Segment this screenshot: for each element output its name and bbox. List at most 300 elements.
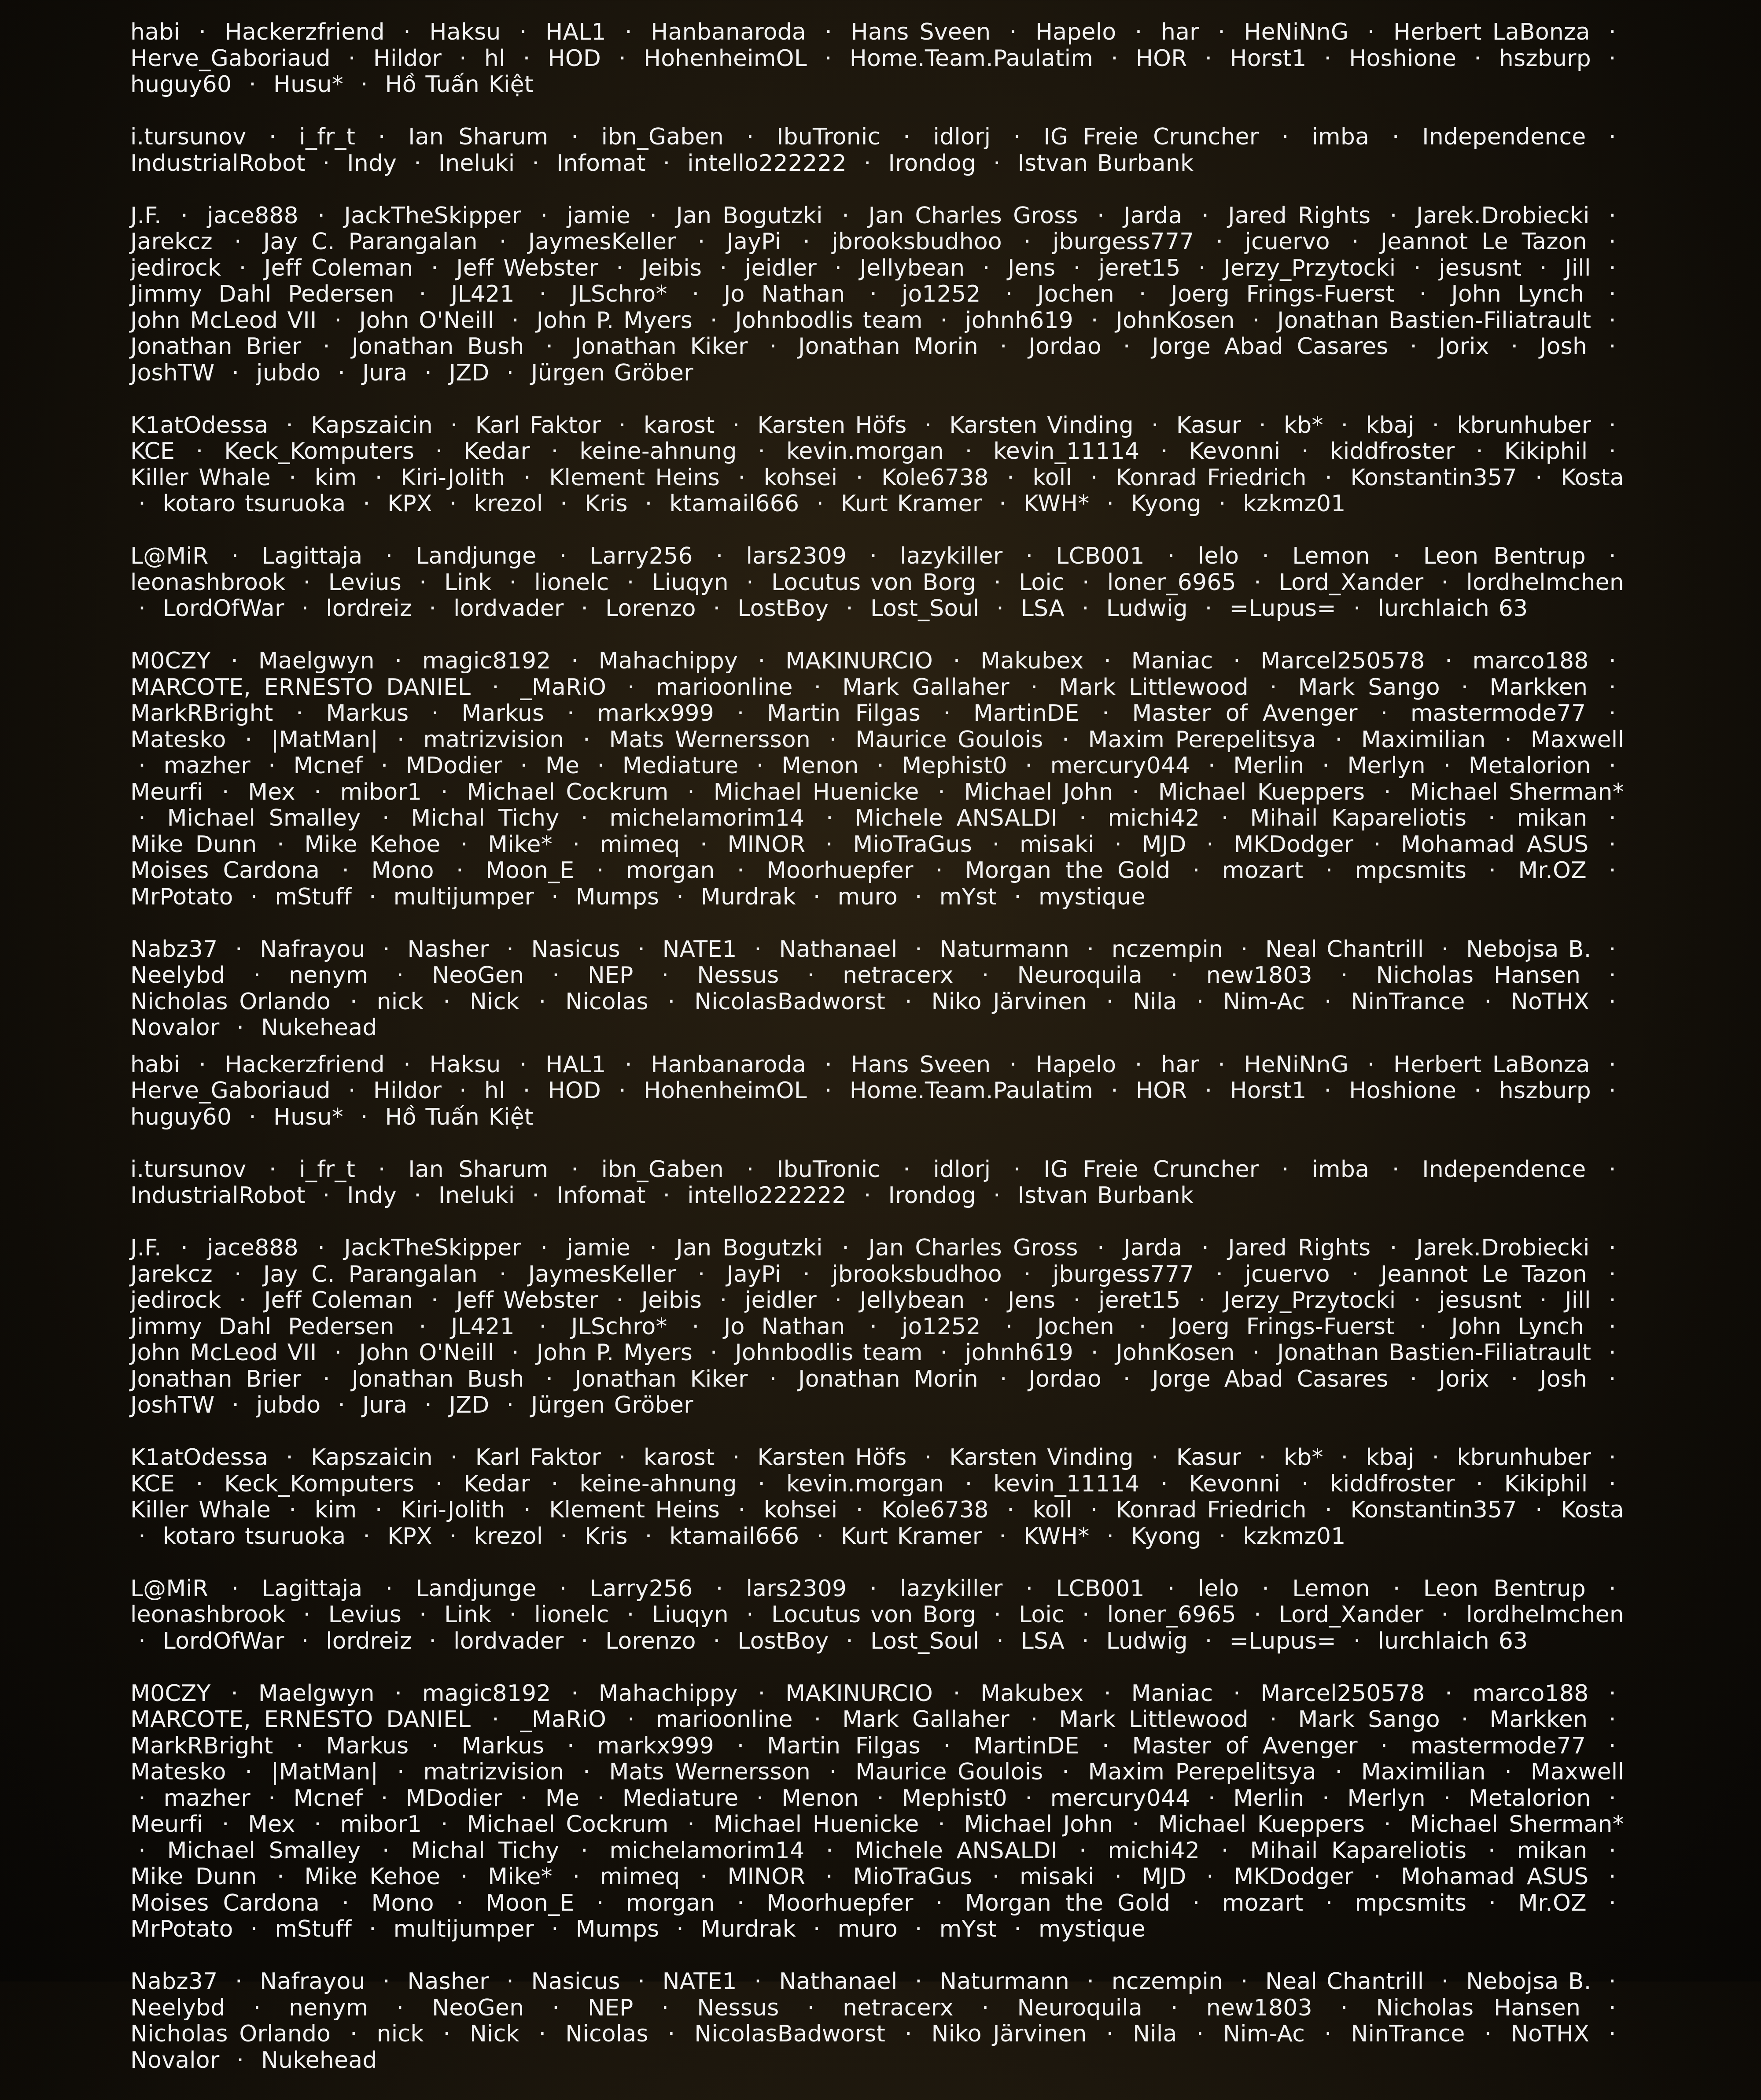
name-separator: ·	[1198, 1287, 1206, 1314]
name-separator: ·	[1201, 1235, 1209, 1261]
credit-name: Mono	[371, 857, 434, 884]
credit-name: Michael Kueppers	[1158, 779, 1365, 805]
name-separator: ·	[1160, 1470, 1168, 1497]
name-separator: ·	[863, 1182, 871, 1209]
name-separator: ·	[460, 1864, 468, 1890]
name-separator: ·	[1097, 202, 1105, 229]
credit-name: MINOR	[727, 1864, 806, 1890]
credit-name: KPX	[387, 491, 432, 517]
credit-name: lurchlaich 63	[1378, 1628, 1528, 1654]
credit-name: ktamail666	[669, 1523, 799, 1550]
credit-name: Keck_Komputers	[224, 438, 415, 465]
credit-name: Nick	[469, 2021, 519, 2047]
name-separator: ·	[1114, 831, 1122, 858]
name-separator: ·	[301, 595, 309, 622]
name-separator: ·	[940, 307, 948, 334]
name-separator: ·	[1441, 1968, 1449, 1995]
name-separator: ·	[1111, 1078, 1118, 1104]
name-separator: ·	[1090, 1340, 1098, 1366]
name-separator: ·	[697, 229, 705, 255]
name-separator: ·	[236, 1015, 244, 1041]
credit-name: Konrad Friedrich	[1116, 1497, 1307, 1523]
name-separator: ·	[583, 726, 590, 753]
credit-name: matrizvision	[423, 726, 564, 753]
credit-name: Jarek.Drobiecki	[1416, 202, 1590, 229]
credit-name: Martin Filgas	[767, 1732, 921, 1759]
name-separator: ·	[383, 1968, 390, 1995]
credit-name: Mark Gallaher	[842, 1706, 1009, 1733]
name-separator: ·	[676, 1916, 684, 1942]
name-separator: ·	[523, 45, 531, 72]
name-separator: ·	[758, 1680, 766, 1707]
credit-name: Jorix	[1438, 1366, 1489, 1392]
name-separator: ·	[904, 2021, 912, 2047]
credit-name: lionelc	[534, 1602, 609, 1628]
name-separator: ·	[993, 150, 1001, 177]
name-separator: ·	[1324, 2021, 1332, 2047]
name-separator: ·	[552, 1994, 560, 2021]
credit-name: Killer Whale	[130, 464, 271, 491]
name-separator: ·	[903, 1156, 910, 1183]
name-separator: ·	[334, 1340, 342, 1366]
credit-name: jamie	[567, 1235, 630, 1261]
name-separator: ·	[1504, 1759, 1512, 1785]
credit-name: MarkRBright	[130, 1732, 273, 1759]
name-separator: ·	[1353, 595, 1361, 622]
credit-name: Nila	[1133, 988, 1177, 1015]
credit-name: Jonathan Bush	[351, 1366, 524, 1392]
credit-name: Naturmann	[939, 936, 1070, 963]
name-separator: ·	[1221, 805, 1229, 831]
credit-name: Jonathan Morin	[798, 1366, 979, 1392]
name-separator: ·	[456, 857, 464, 884]
credit-name: JohnKosen	[1116, 1340, 1235, 1366]
credit-name: Jordao	[1028, 333, 1102, 360]
credit-name: MJD	[1142, 831, 1186, 858]
name-separator: ·	[915, 1968, 922, 1995]
name-separator: ·	[626, 569, 634, 596]
name-separator: ·	[1013, 124, 1021, 150]
name-separator: ·	[221, 779, 229, 805]
credit-name: Jimmy Dahl Pedersen	[130, 281, 394, 307]
name-separator: ·	[397, 1759, 405, 1785]
name-separator: ·	[1254, 1602, 1261, 1628]
name-separator: ·	[1410, 333, 1418, 360]
name-separator: ·	[424, 359, 432, 386]
name-separator: ·	[231, 543, 239, 569]
credit-name: Jan Bogutzki	[676, 1235, 823, 1261]
credit-name: John Lynch	[1451, 1313, 1584, 1340]
name-separator: ·	[1196, 988, 1204, 1015]
name-separator: ·	[965, 438, 973, 465]
name-separator: ·	[738, 1497, 746, 1523]
credit-name: Jarekcz	[130, 1261, 213, 1288]
name-separator: ·	[552, 962, 560, 989]
credit-name: mazher	[163, 753, 251, 779]
name-separator: ·	[539, 1313, 547, 1340]
credit-name: Lost_Soul	[870, 1628, 980, 1654]
name-separator: ·	[348, 1078, 356, 1104]
credit-name: Nasher	[407, 1968, 489, 1995]
credit-name: Jellybean	[859, 1287, 965, 1314]
name-separator: ·	[738, 464, 746, 491]
name-separator: ·	[1504, 726, 1512, 753]
credit-name: intello222222	[687, 1182, 847, 1209]
name-separator: ·	[667, 988, 675, 1015]
name-separator: ·	[385, 543, 393, 569]
credit-name: Kris	[584, 491, 628, 517]
credit-name: huguy60	[130, 1104, 232, 1130]
credits-section-i	[130, 1157, 1624, 1209]
name-separator: ·	[981, 1994, 989, 2021]
name-separator: ·	[559, 543, 567, 569]
credit-name: _MaRiO	[520, 1706, 607, 1733]
name-separator: ·	[1192, 857, 1200, 884]
name-separator: ·	[999, 491, 1006, 517]
credit-name: JZD	[449, 359, 490, 386]
credit-name: Horst1	[1230, 1078, 1307, 1104]
credit-name: Istvan Burbank	[1017, 1182, 1194, 1209]
name-separator: ·	[520, 1785, 528, 1812]
credit-name: John P. Myers	[536, 307, 693, 334]
credit-name: Jorge Abad Casares	[1152, 333, 1389, 360]
credit-name: KWH*	[1023, 491, 1090, 517]
credit-name: marioonline	[656, 1706, 793, 1733]
credit-name: mikan	[1517, 805, 1588, 831]
credit-name: Nasicus	[531, 1968, 620, 1995]
credit-name: Horst1	[1230, 45, 1307, 72]
name-separator: ·	[645, 1523, 652, 1550]
name-separator: ·	[1233, 1680, 1241, 1707]
credits-copy	[130, 19, 1624, 1041]
credit-name: Herve_Gaboriaud	[130, 1078, 331, 1104]
name-separator: ·	[397, 726, 405, 753]
name-separator: ·	[1324, 1078, 1332, 1104]
name-separator: ·	[715, 543, 723, 569]
name-separator: ·	[580, 1837, 588, 1864]
name-separator: ·	[1102, 700, 1109, 727]
credit-name: Joerg Frings-Fuerst	[1171, 1313, 1395, 1340]
name-separator: ·	[737, 700, 744, 727]
credit-name: NoTHX	[1510, 2021, 1590, 2047]
credit-name: magic8192	[422, 648, 551, 674]
credits-scroll	[130, 19, 1624, 2100]
name-separator: ·	[1322, 753, 1330, 779]
credit-name: Michael Huenicke	[713, 1811, 919, 1838]
credit-name: Mex	[248, 1811, 295, 1838]
credit-name: NEP	[587, 1994, 634, 2021]
credit-name: Hanbanaroda	[651, 19, 806, 45]
credit-name: Michael Sherman*	[1410, 779, 1624, 805]
credit-name: Mcnef	[293, 753, 363, 779]
name-separator: ·	[338, 359, 346, 386]
credit-name: MARCOTE, ERNESTO DANIEL	[130, 1706, 471, 1733]
name-separator: ·	[1609, 1366, 1616, 1392]
credit-name: Nicholas Hansen	[1376, 1994, 1581, 2021]
credit-name: Jo Nathan	[724, 281, 845, 307]
name-separator: ·	[268, 1785, 276, 1812]
credit-name: Merlin	[1233, 1785, 1304, 1812]
credit-name: kim	[314, 1497, 357, 1523]
credit-name: Hans Sveen	[851, 1051, 991, 1078]
name-separator: ·	[512, 307, 519, 334]
credit-name: morgan	[626, 857, 715, 884]
credit-name: John O'Neill	[359, 1340, 494, 1366]
credit-name: MKDodger	[1234, 831, 1354, 858]
name-separator: ·	[234, 1261, 242, 1288]
credit-name: kevin.morgan	[786, 1470, 944, 1497]
credit-name: jcuervo	[1245, 1261, 1330, 1288]
name-separator: ·	[645, 491, 652, 517]
credit-name: new1803	[1206, 962, 1312, 989]
credit-name: NATE1	[662, 1968, 737, 1995]
name-separator: ·	[1301, 1470, 1309, 1497]
name-separator: ·	[253, 962, 261, 989]
credits-section-i	[130, 124, 1624, 177]
name-separator: ·	[1206, 1864, 1214, 1890]
credit-name: Morgan the Gold	[965, 1890, 1171, 1916]
credit-name: johnh619	[965, 307, 1074, 334]
credit-name: Neal Chantrill	[1265, 1968, 1424, 1995]
name-separator: ·	[597, 753, 605, 779]
name-separator: ·	[825, 1837, 833, 1864]
credit-name: Jonathan Kiker	[575, 1366, 748, 1392]
credits-section-h	[130, 1052, 1624, 1131]
name-separator: ·	[435, 438, 443, 465]
credit-name: muro	[837, 1916, 898, 1942]
name-separator: ·	[1353, 1628, 1361, 1654]
name-separator: ·	[953, 648, 961, 674]
name-separator: ·	[825, 805, 833, 831]
name-separator: ·	[571, 648, 578, 674]
name-separator: ·	[323, 1366, 330, 1392]
credit-name: Jimmy Dahl Pedersen	[130, 1313, 394, 1340]
credit-name: Mohamad ASUS	[1401, 831, 1589, 858]
credit-name: NicolasBadworst	[694, 988, 886, 1015]
credit-name: Kole6738	[881, 1497, 989, 1523]
name-separator: ·	[924, 412, 932, 439]
name-separator: ·	[301, 1628, 309, 1654]
credit-name: kevin.morgan	[786, 438, 944, 465]
credit-name: Independence	[1422, 124, 1586, 150]
credit-name: Jürgen Gröber	[531, 1392, 693, 1418]
name-separator: ·	[519, 19, 527, 45]
name-separator: ·	[460, 831, 468, 858]
name-separator: ·	[431, 1732, 439, 1759]
name-separator: ·	[1218, 491, 1226, 517]
credit-name: Maniac	[1131, 648, 1213, 674]
credit-name: jo1252	[901, 281, 981, 307]
credit-name: Johnbodlis team	[735, 1340, 923, 1366]
name-separator: ·	[1488, 1837, 1496, 1864]
credit-name: huguy60	[130, 71, 232, 98]
name-separator: ·	[1025, 1785, 1033, 1812]
name-separator: ·	[756, 1785, 764, 1812]
name-separator: ·	[348, 45, 356, 72]
name-separator: ·	[1609, 255, 1616, 281]
name-separator: ·	[1262, 543, 1270, 569]
credit-name: jubdo	[256, 359, 321, 386]
name-separator: ·	[277, 831, 284, 858]
credit-name: JaymesKeller	[528, 1261, 676, 1288]
name-separator: ·	[245, 1759, 253, 1785]
name-separator: ·	[1609, 674, 1616, 701]
credit-name: Haksu	[429, 19, 501, 45]
credit-name: Michael Sherman*	[1410, 1811, 1624, 1838]
name-separator: ·	[571, 1156, 578, 1183]
name-separator: ·	[1196, 2021, 1204, 2047]
name-separator: ·	[1259, 1444, 1266, 1471]
credit-name: Jill	[1565, 1287, 1591, 1314]
credit-name: Hackerzfriend	[225, 19, 385, 45]
name-separator: ·	[221, 1811, 229, 1838]
name-separator: ·	[1160, 438, 1168, 465]
name-separator: ·	[627, 1706, 635, 1733]
credit-name: kzkmz01	[1243, 491, 1346, 517]
credit-name: Michael Smalley	[167, 805, 361, 831]
name-separator: ·	[1488, 805, 1496, 831]
name-separator: ·	[746, 124, 754, 150]
name-separator: ·	[459, 1078, 467, 1104]
name-separator: ·	[1090, 1497, 1098, 1523]
credit-name: jace888	[207, 202, 298, 229]
name-separator: ·	[450, 1444, 458, 1471]
name-separator: ·	[814, 674, 822, 701]
credit-name: kb*	[1283, 412, 1323, 439]
credit-name: Jeff Coleman	[264, 1287, 413, 1314]
credit-name: Jo Nathan	[724, 1313, 845, 1340]
name-separator: ·	[1322, 1785, 1330, 1812]
credit-name: LordOfWar	[162, 1628, 284, 1654]
credit-name: Maxwell	[1530, 1759, 1625, 1785]
name-separator: ·	[342, 1890, 350, 1916]
name-separator: ·	[1082, 569, 1090, 596]
name-separator: ·	[231, 648, 239, 674]
name-separator: ·	[235, 1968, 243, 1995]
name-separator: ·	[825, 831, 833, 858]
credit-name: jeret15	[1098, 1287, 1181, 1314]
credit-name: Kevonni	[1189, 438, 1281, 465]
credit-name: NinTrance	[1351, 2021, 1465, 2047]
credit-name: Larry256	[589, 1575, 693, 1602]
name-separator: ·	[560, 491, 568, 517]
credit-name: Kikiphil	[1504, 1470, 1588, 1497]
credit-name: Mats Wernersson	[609, 1759, 811, 1785]
name-separator: ·	[1106, 2021, 1114, 2047]
name-separator: ·	[567, 700, 575, 727]
credits-section-l	[130, 543, 1624, 622]
credit-name: Niko Järvinen	[931, 988, 1087, 1015]
name-separator: ·	[940, 1340, 948, 1366]
credit-name: JayPi	[726, 229, 781, 255]
name-separator: ·	[663, 1182, 671, 1209]
name-separator: ·	[754, 936, 762, 963]
credit-name: Liuqyn	[652, 569, 729, 596]
credit-name: leonashbrook	[130, 1602, 286, 1628]
credit-name: Moon_E	[485, 857, 575, 884]
name-separator: ·	[1025, 1575, 1033, 1602]
credit-name: kzkmz01	[1243, 1523, 1346, 1550]
name-separator: ·	[737, 1890, 744, 1916]
credit-name: i_fr_t	[299, 124, 356, 150]
name-separator: ·	[368, 883, 376, 910]
credit-name: Leon Bentrup	[1423, 543, 1586, 569]
credit-name: Maximilian	[1361, 726, 1486, 753]
credits-section-m	[130, 648, 1624, 910]
name-separator: ·	[1609, 1706, 1616, 1733]
name-separator: ·	[1484, 988, 1492, 1015]
credit-name: Jerzy_Przytocki	[1223, 1287, 1396, 1314]
credit-name: Maxim Perepelitsya	[1088, 1759, 1316, 1785]
name-separator: ·	[807, 962, 815, 989]
name-separator: ·	[419, 569, 427, 596]
credit-name: Metalorion	[1468, 753, 1591, 779]
credit-name: Link	[444, 1602, 492, 1628]
name-separator: ·	[1106, 988, 1114, 1015]
name-separator: ·	[138, 1837, 146, 1864]
credit-name: KCE	[130, 438, 175, 465]
credit-name: Master of Avenger	[1132, 700, 1358, 727]
credit-name: Maurice Goulois	[855, 1759, 1043, 1785]
name-separator: ·	[1419, 1313, 1427, 1340]
name-separator: ·	[1281, 124, 1289, 150]
name-separator: ·	[619, 1444, 626, 1471]
name-separator: ·	[581, 595, 589, 622]
credit-name: Mark Gallaher	[842, 674, 1009, 701]
credit-name: lars2309	[746, 543, 847, 569]
name-separator: ·	[758, 648, 766, 674]
credit-name: Lorenzo	[605, 1628, 696, 1654]
credit-name: Moorhuepfer	[766, 857, 914, 884]
name-separator: ·	[443, 988, 451, 1015]
credit-name: HAL1	[545, 1051, 606, 1078]
credit-name: Maelgwyn	[258, 648, 375, 674]
name-separator: ·	[277, 1864, 284, 1890]
name-separator: ·	[732, 412, 740, 439]
name-separator: ·	[382, 805, 390, 831]
name-separator: ·	[697, 1261, 705, 1288]
name-separator: ·	[523, 1078, 531, 1104]
name-separator: ·	[1324, 988, 1332, 1015]
credit-name: Husu*	[273, 1104, 343, 1130]
credit-name: jesusnt	[1439, 1287, 1522, 1314]
name-separator: ·	[378, 1156, 386, 1183]
credit-name: mastermode77	[1410, 700, 1586, 727]
credit-name: jedirock	[130, 1287, 221, 1314]
name-separator: ·	[1138, 1313, 1146, 1340]
name-separator: ·	[138, 1628, 146, 1654]
credit-name: ibn_Gaben	[601, 124, 724, 150]
name-separator: ·	[1392, 1156, 1400, 1183]
name-separator: ·	[181, 1235, 188, 1261]
name-separator: ·	[596, 857, 604, 884]
name-separator: ·	[1383, 1811, 1391, 1838]
name-separator: ·	[532, 1182, 540, 1209]
credit-name: jbrooksbudhoo	[832, 229, 1002, 255]
credit-name: Nessus	[697, 962, 779, 989]
name-separator: ·	[953, 1680, 961, 1707]
credit-name: Karsten Vinding	[949, 1444, 1134, 1471]
credit-name: nick	[376, 2021, 424, 2047]
credit-name: Novalor	[130, 1015, 220, 1041]
credit-name: Jochen	[1037, 1313, 1114, 1340]
name-separator: ·	[619, 412, 626, 439]
credit-name: KCE	[130, 1470, 175, 1497]
credit-name: Novalor	[130, 2047, 220, 2074]
credit-name: John McLeod VII	[130, 307, 317, 334]
name-separator: ·	[580, 805, 588, 831]
credit-name: imba	[1312, 1156, 1370, 1183]
